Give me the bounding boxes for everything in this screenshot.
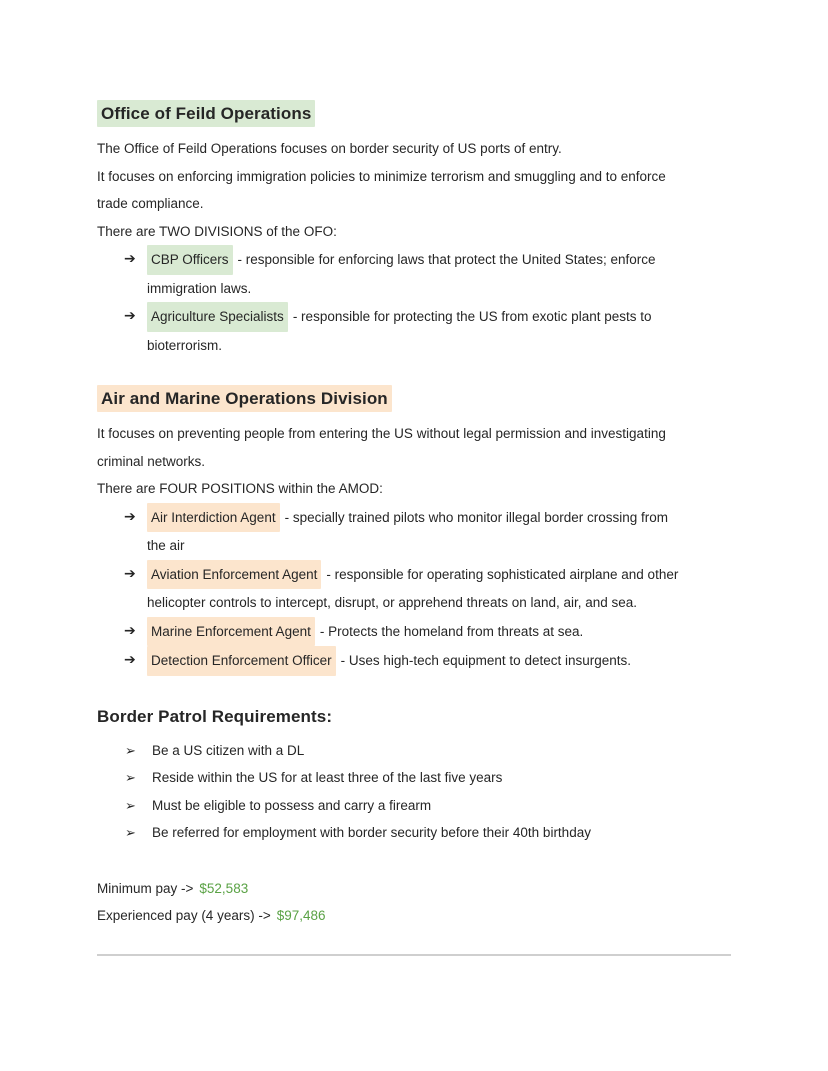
section-air-and-marine-operations: [97, 385, 731, 676]
requirement-text: Be a US citizen with a DL: [152, 742, 305, 758]
requirement-text: Reside within the US for at least three of the last five years: [152, 770, 503, 785]
arrow-bullet-icon: ➔: [124, 507, 136, 524]
paragraph-line: There are TWO DIVISIONS of the OFO:: [97, 223, 337, 239]
horizontal-divider: [97, 954, 731, 956]
section-heading: Office of Feild Operations: [97, 100, 315, 127]
list-item: [124, 560, 731, 617]
arrow-bullet-icon: ➔: [124, 250, 136, 266]
highlighted-term: Detection Enforcement Officer: [147, 646, 336, 676]
pay-amount: $52,583: [199, 880, 249, 896]
section-heading-row: [97, 100, 731, 127]
arrow-bullet-icon: ➔: [124, 651, 136, 667]
list-item-text: [147, 245, 656, 302]
list-item-text: [147, 302, 652, 359]
chevron-bullet-icon: ➢: [125, 742, 136, 758]
arrow-list: [97, 245, 731, 359]
arrow-bullet-icon: ➔: [124, 307, 136, 323]
requirement-text: Must be eligible to possess and carry a firearm: [152, 797, 432, 813]
requirement-text: Be referred for employment with border security before their 40th birthday: [152, 825, 591, 840]
pay-label: Experienced pay (4 years) ->: [97, 908, 271, 923]
highlighted-term: Marine Enforcement Agent: [147, 617, 315, 647]
paragraph-line: There are FOUR POSITIONS within the AMOD:: [97, 481, 383, 496]
arrow-list: [97, 503, 731, 676]
chevron-bullet-icon: ➢: [125, 797, 136, 813]
list-item: [125, 792, 731, 820]
term-description: - specially trained pilots who monitor illegal border crossing from: [284, 509, 668, 525]
paragraph-line: criminal networks.: [97, 453, 206, 469]
list-item-text: [147, 646, 631, 676]
pay-line: [97, 902, 731, 930]
term-description: - responsible for operating sophisticated airplane and other: [326, 566, 679, 582]
chevron-list: [97, 737, 731, 847]
paragraph-line: The Office of Feild Operations focuses on border security of US ports of entry.: [97, 141, 562, 156]
list-item: [125, 764, 731, 792]
list-item: [124, 245, 731, 302]
highlighted-term: Aviation Enforcement Agent: [147, 560, 321, 590]
paragraph-line: It focuses on preventing people from entering the US without legal permission and investigating: [97, 426, 666, 441]
term-description-continued: helicopter controls to intercept, disrupt, or apprehend threats on land, air, and sea.: [147, 595, 638, 610]
chevron-bullet-icon: ➢: [125, 770, 136, 785]
pay-section: [97, 875, 731, 930]
section-heading-row: [97, 704, 731, 729]
section-office-of-field-operations: [97, 100, 731, 359]
arrow-bullet-icon: ➔: [124, 621, 136, 638]
section-heading-row: [97, 385, 731, 412]
term-description-continued: immigration laws.: [147, 280, 252, 296]
term-description-continued: the air: [147, 538, 185, 553]
highlighted-term: CBP Officers: [147, 245, 233, 275]
pay-line: [97, 875, 731, 903]
list-item-text: [147, 560, 678, 617]
list-item: [124, 503, 731, 560]
highlighted-term: Air Interdiction Agent: [147, 503, 280, 533]
list-item: [124, 646, 731, 676]
list-item: [125, 737, 731, 765]
list-item-text: [147, 503, 668, 560]
term-description-continued: bioterrorism.: [147, 337, 223, 353]
arrow-bullet-icon: ➔: [124, 564, 136, 581]
section-border-patrol-requirements: [97, 704, 731, 847]
section-heading: Air and Marine Operations Division: [97, 385, 392, 412]
term-description: - Protects the homeland from threats at sea.: [319, 623, 584, 639]
list-item: [124, 617, 731, 647]
chevron-bullet-icon: ➢: [125, 825, 136, 840]
list-item: [125, 819, 731, 847]
paragraph-line: It focuses on enforcing immigration policies to minimize terrorism and smuggling and to enforce: [97, 168, 666, 184]
list-item: [124, 302, 731, 359]
pay-amount: $97,486: [276, 908, 326, 923]
term-description: - Uses high-tech equipment to detect insurgents.: [340, 653, 632, 668]
term-description: - responsible for enforcing laws that protect the United States; enforce: [237, 252, 656, 267]
term-description: - responsible for protecting the US from exotic plant pests to: [292, 309, 652, 324]
section-heading: Border Patrol Requirements:: [97, 706, 333, 726]
pay-label: Minimum pay ->: [97, 880, 194, 896]
paragraph-line: trade compliance.: [97, 196, 204, 211]
highlighted-term: Agriculture Specialists: [147, 302, 288, 332]
list-item-text: [147, 617, 583, 647]
